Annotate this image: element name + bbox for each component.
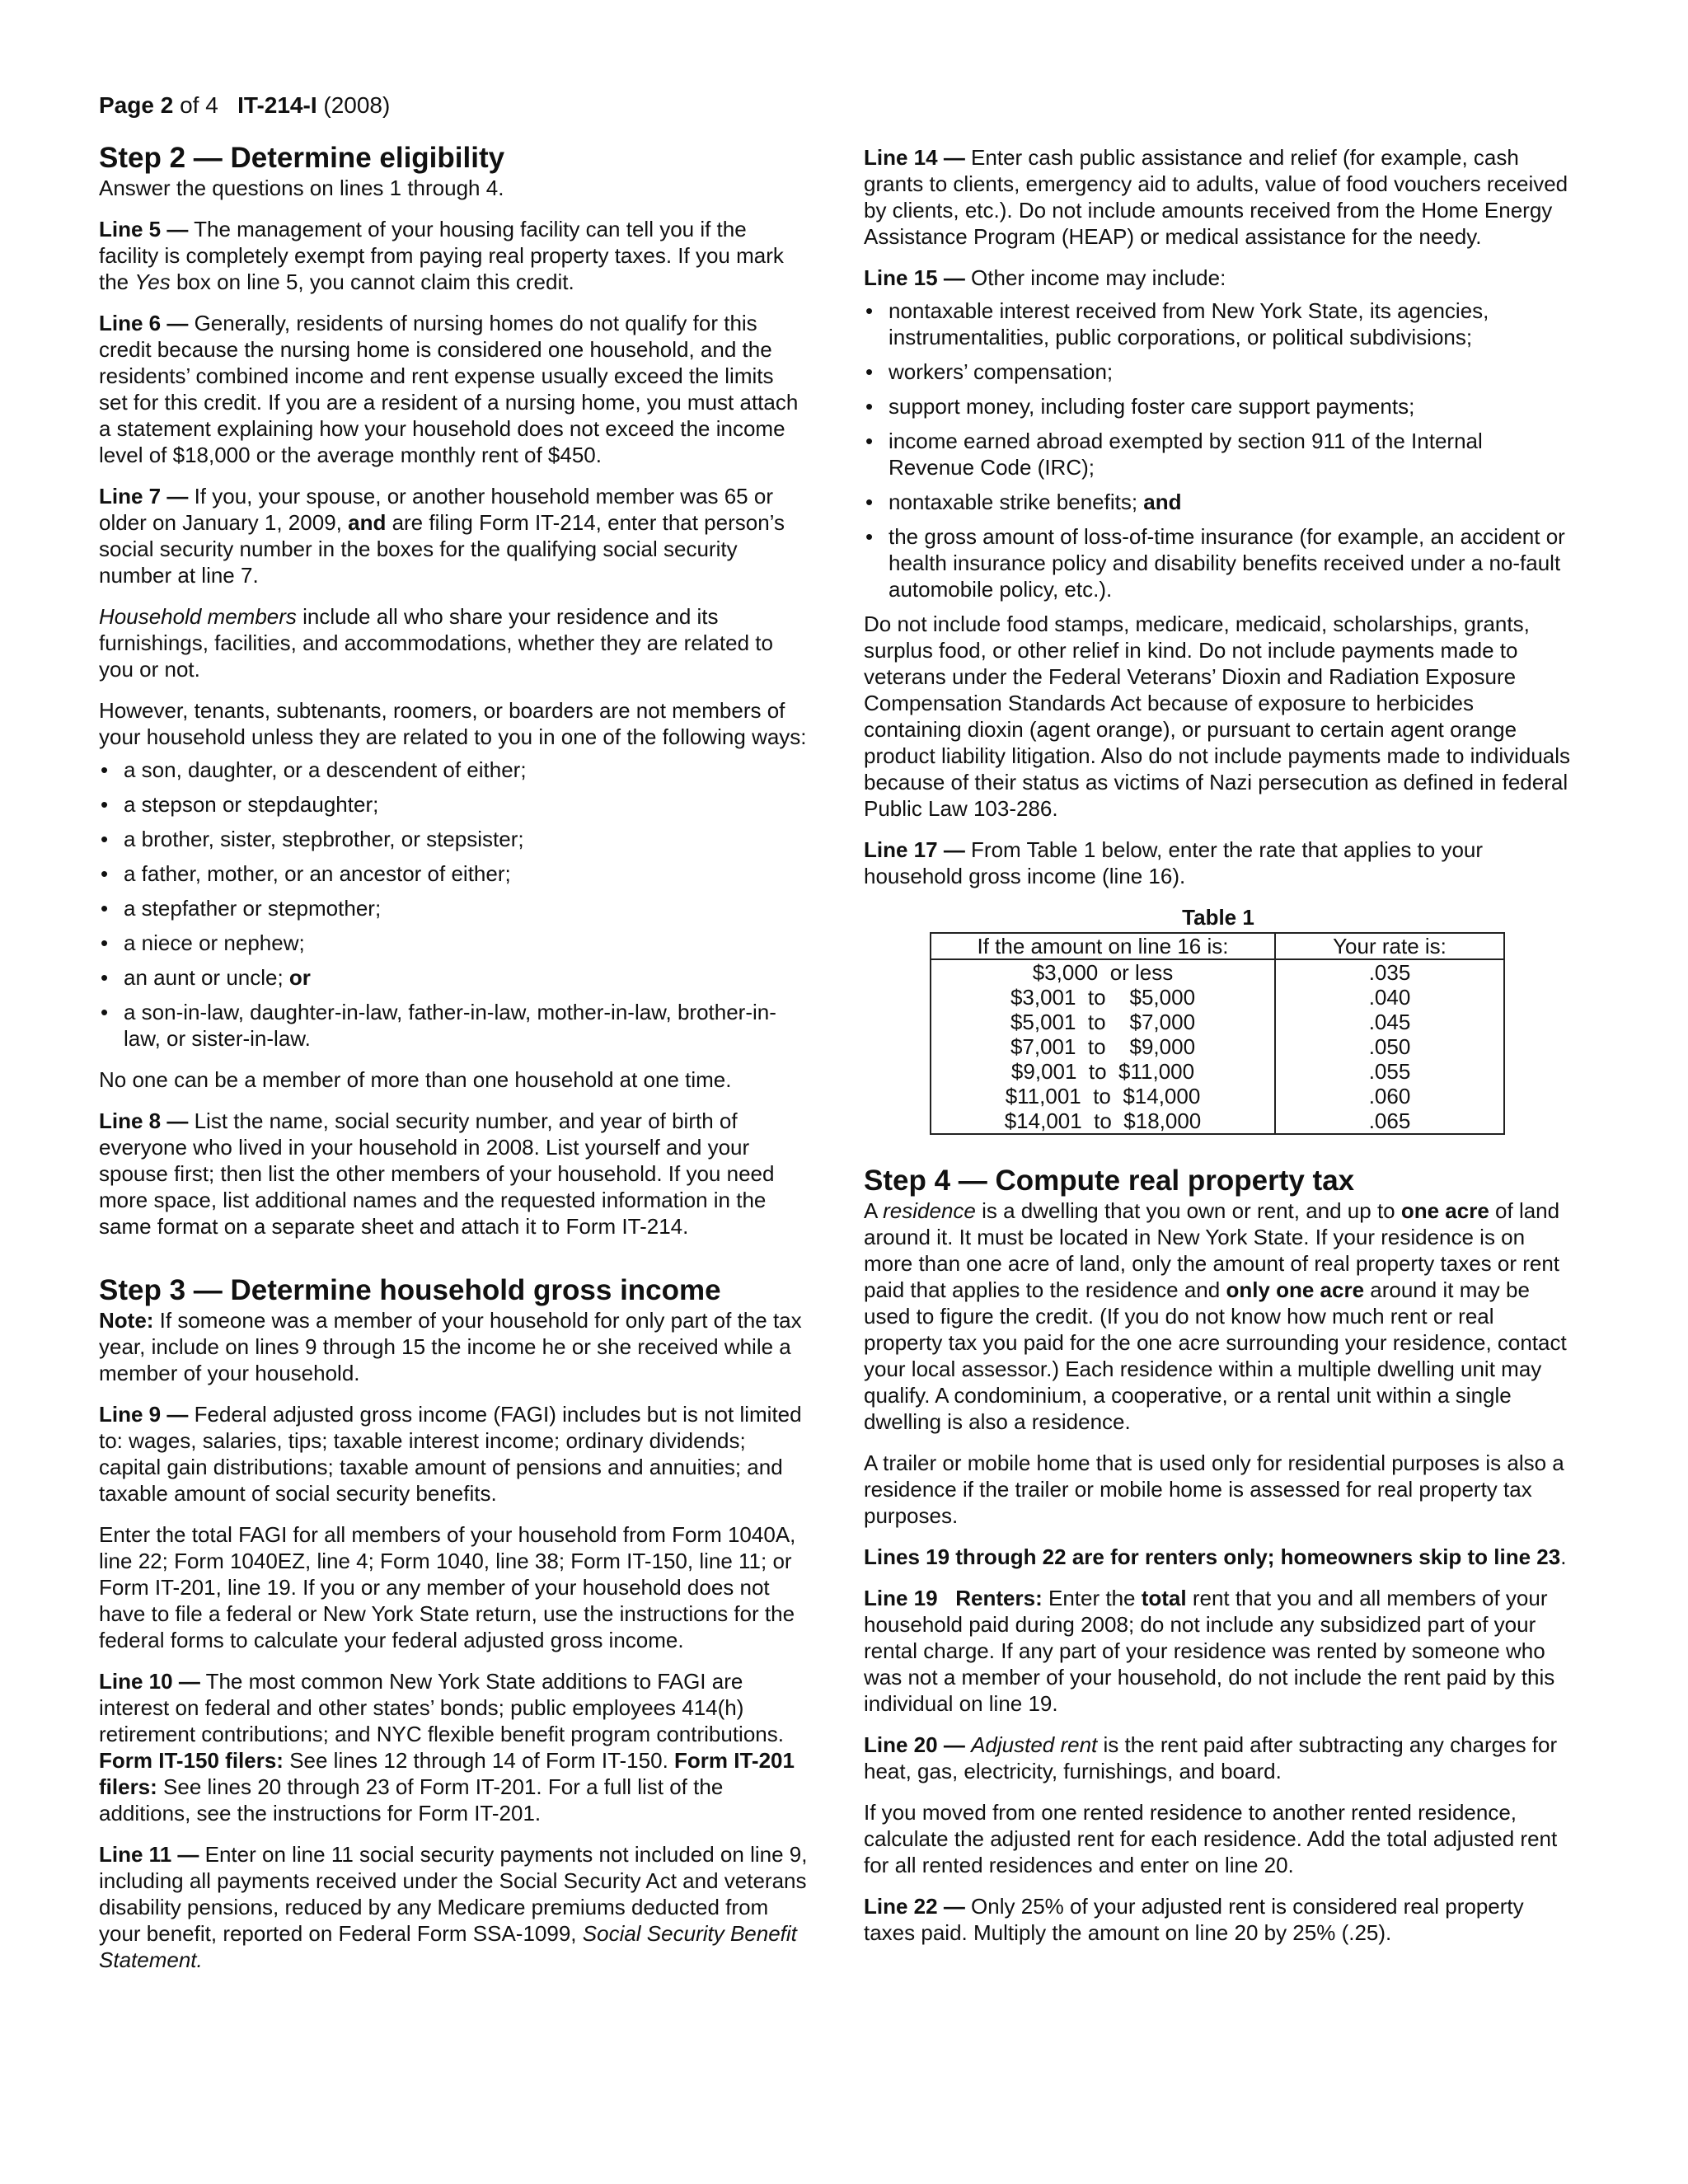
line8-text: List the name, social security number, and year of birth of everyone who lived in your household in 2008. List yourself and your spouse first; then list the other members of your household. If you need more space, list additional names and the requested information in the same format on a separate sheet and attach it to Form IT-214. — [99, 1108, 775, 1239]
line10-it201: Form IT-201 filers: — [99, 1748, 795, 1799]
line22-text: Only 25% of your adjusted rent is considered real property taxes paid. Multiply the amount on line 20 by 25% (.25). — [864, 1894, 1524, 1945]
right-column — [864, 144, 1573, 1961]
note-label: Note: — [99, 1308, 154, 1333]
line9-text: Federal adjusted gross income (FAGI) includes but is not limited to: wages, salaries, tips; taxable interest income; ordinary dividends; capital gain distributions; taxable amount of pensions and annuities; and taxable amount of social security benefits. — [99, 1402, 802, 1506]
line14-paragraph — [864, 144, 1573, 250]
line14-text: Enter cash public assistance and relief (for example, cash grants to clients, emergency aid to adults, value of food vouchers received by clients, etc.). Do not include amounts received from the Home Energy Assistance Program (HEAP) or medical assistance for the needy. — [864, 145, 1568, 249]
table-header-rate: Your rate is: — [1275, 933, 1504, 959]
rate-cell: .035 — [1275, 959, 1504, 985]
rate-cell: .040 — [1275, 985, 1504, 1010]
line7-text-a: If you, your spouse, or another household member was 65 or older on January 1, 2009, — [99, 484, 773, 535]
list-item — [99, 964, 808, 991]
line11-text: Enter on line 11 social security payments not included on line 9, including all payments received under the Social Security Act and veterans disability pensions, reduced by any Medicare premiums deducted from your benefit, reported on Federal Form SSA-1099, — [99, 1842, 808, 1946]
table-header-row — [931, 933, 1504, 959]
line19-renters: Renters: — [955, 1586, 1043, 1610]
page-header — [99, 92, 390, 119]
other-income-and: and — [1143, 490, 1182, 514]
line17-label: Line 17 — — [864, 837, 965, 862]
residence-term: residence — [883, 1198, 976, 1223]
residence-paragraph — [864, 1197, 1573, 1435]
residence-c: of land around it. It must be located in New York State. If your residence is on more than one acre of land, only the amount of real property taxes or rent paid that applies to the residence and — [864, 1198, 1560, 1302]
relation-or: or — [288, 965, 311, 990]
renters-only-paragraph — [864, 1544, 1573, 1570]
line5-text-b: box on line 5, you cannot claim this credit. — [170, 269, 574, 294]
table-row — [931, 985, 1504, 1010]
range-text: $11,001 to $14,000 — [1005, 1084, 1201, 1108]
household-text: include all who share your residence and its furnishings, facilities, and accommodations, whether they are related to you or not. — [99, 604, 773, 682]
rate-cell: .065 — [1275, 1108, 1504, 1134]
range-cell — [931, 1010, 1275, 1034]
range-cell — [931, 1034, 1275, 1059]
line19-total: total — [1141, 1586, 1187, 1610]
do-not-include-paragraph: Do not include food stamps, medicare, medicaid, scholarships, grants, surplus food, or other relief in kind. Do not include payments made to veterans under the Federal Veterans’ Dioxin and Radiation Exposure Compensation Standards Act because of exposure to herbicides containing dioxin (agent orange), or pursuant to certain agent orange product liability litigation. Also do not include payments made to individuals because of their status as victims of Nazi persecution as defined in federal Public Law 103-286. — [864, 612, 1571, 821]
list-item: • a son, daughter, or a descendent of either; — [99, 757, 808, 783]
line11-paragraph — [99, 1841, 808, 1973]
list-item: • nontaxable interest received from New York State, its agencies, instrumentalities, public corporations, or political subdivisions; — [864, 298, 1573, 350]
list-item: • a son-in-law, daughter-in-law, father-in-law, mother-in-law, brother-in-law, or sister-in-law. — [99, 999, 808, 1052]
household-paragraph — [99, 603, 808, 682]
step4-heading: Step 4 — Compute real property tax — [864, 1165, 1355, 1197]
line10-paragraph — [99, 1668, 808, 1826]
line11-label: Line 11 — — [99, 1842, 199, 1867]
line5-paragraph — [99, 216, 808, 295]
rate-cell: .055 — [1275, 1059, 1504, 1084]
left-column — [99, 142, 808, 1988]
list-item: • support money, including foster care support payments; — [864, 393, 1573, 419]
page-label: Page 2 — [99, 92, 174, 118]
list-item: • the gross amount of loss-of-time insurance (for example, an accident or health insurance policy and disability benefits received under a no-fault automobile policy, etc.). — [864, 523, 1573, 602]
range-text: $5,001 to $7,000 — [1010, 1010, 1196, 1034]
table-row — [931, 1108, 1504, 1134]
line8-label: Line 8 — — [99, 1108, 189, 1133]
line10-text-a: The most common New York State additions to FAGI are interest on federal and other states’ bonds; public employees 414(h) retirement contributions; and NYC flexible benefit program contributions. — [99, 1669, 784, 1746]
line5-text-a: The management of your housing facility can tell you if the facility is completely exempt from paying real property taxes. If you mark the — [99, 217, 784, 294]
line19-text-a: Enter the — [1042, 1586, 1142, 1610]
strike-benefits: nontaxable strike benefits; — [889, 490, 1144, 514]
table-row — [931, 959, 1504, 985]
step2-intro: Answer the questions on lines 1 through 4. — [99, 176, 504, 200]
table-row — [931, 1010, 1504, 1034]
line10-label: Line 10 — — [99, 1669, 200, 1694]
range-cell — [931, 1108, 1275, 1134]
rate-cell: .050 — [1275, 1034, 1504, 1059]
line6-paragraph — [99, 310, 808, 468]
line17-paragraph — [864, 837, 1573, 889]
list-item: • workers’ compensation; — [864, 359, 1573, 385]
relations-list — [99, 757, 808, 1052]
no-one-paragraph: No one can be a member of more than one household at one time. — [99, 1067, 732, 1092]
page-of: of 4 — [180, 92, 218, 118]
step3-heading: Step 3 — Determine household gross income — [99, 1274, 721, 1306]
table1-title: Table 1 — [1182, 905, 1254, 930]
enter-total-paragraph: Enter the total FAGI for all members of your household from Form 1040A, line 22; Form 1040EZ, line 4; Form 1040, line 38; Form IT-150, line 11; or Form IT-201, line 19. If you or any member of your household does not have to file a federal or New York State return, use the instructions for the federal forms to calculate your federal adjusted gross income. — [99, 1522, 796, 1652]
line14-label: Line 14 — — [864, 145, 965, 170]
range-cell — [931, 1059, 1275, 1084]
line6-label: Line 6 — — [99, 311, 189, 335]
form-year: (2008) — [323, 92, 391, 118]
other-income-list — [864, 298, 1573, 602]
table-row — [931, 1034, 1504, 1059]
list-item: • a father, mother, or an ancestor of either; — [99, 860, 808, 887]
line15-label: Line 15 — — [864, 265, 965, 290]
line19-text-b: rent that you and all members of your household paid during 2008; do not include any subsidized part of your rental charge. If any part of your residence was rented by someone who was not a member of your household, do not include the rent paid by this individual on line 19. — [864, 1586, 1555, 1716]
list-item: • income earned abroad exempted by section 911 of the Internal Revenue Code (IRC); — [864, 428, 1573, 480]
line10-text-b: See lines 12 through 14 of Form IT-150. — [283, 1748, 675, 1773]
rate-cell: .045 — [1275, 1010, 1504, 1034]
renters-only-text: Lines 19 through 22 are for renters only; homeowners skip to line 23 — [864, 1544, 1561, 1569]
table-header-amount: If the amount on line 16 is: — [931, 933, 1275, 959]
line22-label: Line 22 — — [864, 1894, 965, 1919]
line5-yes: Yes — [134, 269, 171, 294]
line15-paragraph — [864, 265, 1573, 291]
line7-text-b: are filing Form IT-214, enter that person’s social security number in the boxes for the qualifying social security number at line 7. — [99, 510, 785, 588]
table-row — [931, 1059, 1504, 1084]
note-paragraph — [99, 1307, 808, 1386]
line10-text-c: See lines 20 through 23 of Form IT-201. For a full list of the additions, see the instructions for Form IT-201. — [99, 1774, 724, 1825]
line20-paragraph — [864, 1732, 1573, 1784]
form-number: IT-214-I — [237, 92, 317, 118]
rate-table — [930, 932, 1505, 1135]
list-item: • a niece or nephew; — [99, 930, 808, 956]
list-item — [864, 489, 1573, 515]
range-text: $7,001 to $9,000 — [1010, 1034, 1196, 1059]
however-paragraph: However, tenants, subtenants, roomers, or boarders are not members of your household unless they are related to you in one of the following ways: — [99, 698, 807, 749]
household-term: Household members — [99, 604, 297, 629]
line22-paragraph — [864, 1893, 1573, 1946]
list-item: • a stepfather or stepmother; — [99, 895, 808, 921]
line20-text: is the rent paid after subtracting any charges for heat, gas, electricity, furnishings, and board. — [864, 1732, 1558, 1783]
line9-label: Line 9 — — [99, 1402, 189, 1427]
range-text: $3,001 to $5,000 — [1010, 985, 1196, 1010]
line11-ssa-title: Social Security Benefit Statement. — [99, 1921, 797, 1972]
line7-paragraph — [99, 483, 808, 588]
range-cell — [931, 985, 1275, 1010]
list-item: • a stepson or stepdaughter; — [99, 791, 808, 818]
line10-it150: Form IT-150 filers: — [99, 1748, 284, 1773]
moved-paragraph: If you moved from one rented residence to another rented residence, calculate the adjusted rent for each residence. Add the total adjusted rent for all rented residences and enter on line 20. — [864, 1800, 1558, 1877]
list-item: • a brother, sister, stepbrother, or stepsister; — [99, 826, 808, 852]
residence-d: around it may be used to figure the credit. (If you do not know how much rent or real property tax you paid for the one acre surrounding your residence, contact your local assessor.) Each residence within a multiple dwelling unit may qualify. A condominium, a cooperative, or a rental unit within a single dwelling is also a residence. — [864, 1277, 1567, 1434]
range-text: $9,001 to $11,000 — [1010, 1059, 1195, 1084]
line20-label: Line 20 — — [864, 1732, 965, 1757]
line19-paragraph — [864, 1585, 1573, 1717]
residence-one-acre: one acre — [1400, 1198, 1489, 1223]
line8-paragraph — [99, 1108, 808, 1240]
residence-b: is a dwelling that you own or rent, and up to — [975, 1198, 1401, 1223]
line7-label: Line 7 — — [99, 484, 189, 509]
trailer-paragraph: A trailer or mobile home that is used only for residential purposes is also a residence if the trailer or mobile home is assessed for real property tax purposes. — [864, 1451, 1564, 1528]
note-text: If someone was a member of your household for only part of the tax year, include on lines 9 through 15 the income he or she received while a member of your household. — [99, 1308, 802, 1385]
range-text: $14,001 to $18,000 — [1004, 1108, 1202, 1133]
residence-only-one-acre: only one acre — [1226, 1277, 1365, 1302]
line20-adjusted-rent: Adjusted rent — [971, 1732, 1098, 1757]
line15-text: Other income may include: — [964, 265, 1226, 290]
renters-only-period: . — [1560, 1544, 1567, 1569]
step2-heading: Step 2 — Determine eligibility — [99, 142, 505, 174]
range-cell — [931, 1084, 1275, 1108]
line17-text: From Table 1 below, enter the rate that applies to your household gross income (line 16). — [864, 837, 1484, 888]
line9-paragraph — [99, 1401, 808, 1507]
line5-label: Line 5 — — [99, 217, 189, 241]
line19-label: Line 19 — [864, 1586, 938, 1610]
rate-cell: .060 — [1275, 1084, 1504, 1108]
table-row — [931, 1084, 1504, 1108]
range-text: $3,000 or less — [1032, 960, 1174, 985]
residence-a: A — [864, 1198, 884, 1223]
range-cell — [931, 959, 1275, 985]
relation-aunt: an aunt or uncle; — [124, 965, 289, 990]
line6-text: Generally, residents of nursing homes do not qualify for this credit because the nursing home is considered one household, and the residents’ combined income and rent expense usually exceed the limits set for this credit. If you are a resident of a nursing home, you must attach a statement explaining how your household does not exceed the income level of $18,000 or the average monthly rent of $450. — [99, 311, 799, 467]
line7-and: and — [348, 510, 387, 535]
